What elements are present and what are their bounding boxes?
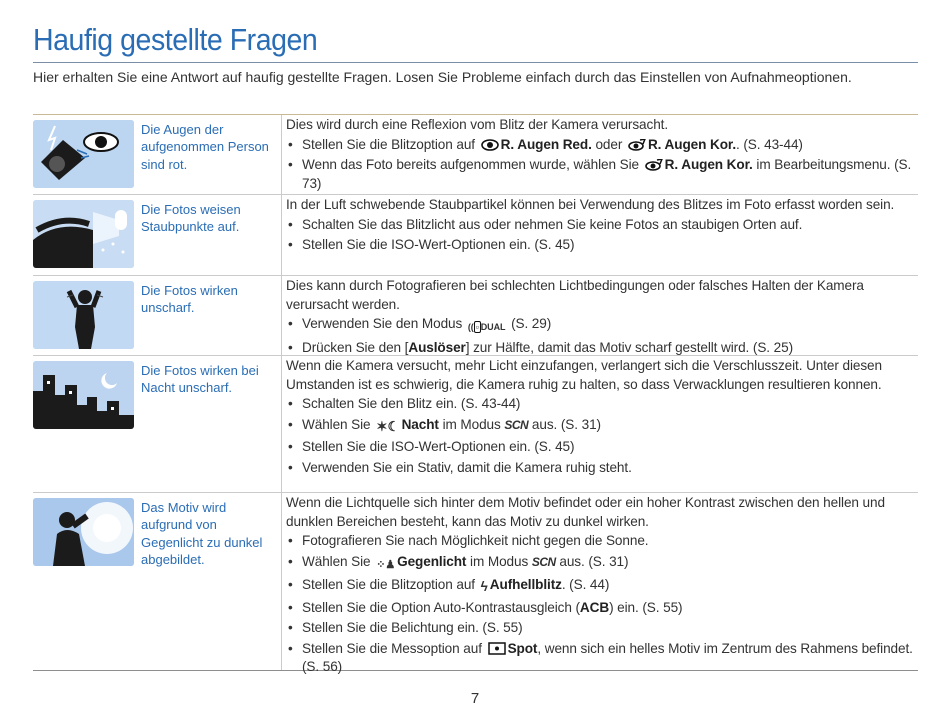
backlight-icon: ⁘♟ [376, 558, 396, 571]
answer-bullet: • Stellen Sie die Belichtung ein. (S. 55) [286, 619, 918, 638]
faq-row-backlight [33, 493, 918, 674]
answer-cell [281, 493, 918, 674]
answer-intro: Wenn die Kamera versucht, mehr Licht einzufangen, verlangert sich die Verschlusszeit. Unter diesen Umstanden ist es schwierig, die Kamera ruhig zu halten, so dass Verwacklungen resultieren konnen. [286, 358, 882, 392]
problem-text: Die Augen der aufgenommen Person sind rot. [141, 122, 269, 172]
red-eye-fix-icon [628, 139, 646, 151]
dust-spots-illustration [33, 200, 134, 268]
answer-intro: Dies wird durch eine Reflexion vom Blitz der Kamera verursacht. [286, 117, 669, 132]
page-subtitle: Hier erhalten Sie eine Antwort auf haufig gestellte Fragen. Losen Sie Probleme einfach durch das Einstellen von Aufnahmeoptionen. [33, 69, 852, 85]
page-number: 7 [470, 690, 480, 707]
night-icon: ✶☾ [376, 418, 400, 434]
answer-cell [281, 276, 918, 355]
faq-row-red-eye [33, 115, 918, 195]
answer-bullet: • Stellen Sie die Blitzoption auf ϟ Aufhellblitz. (S. 44) [286, 576, 918, 597]
answer-cell [281, 195, 918, 275]
answer-bullet: • Drücken Sie den [Auslöser] zur Hälfte, damit das Motiv scharf gestellt wird. (S. 25) [286, 339, 918, 358]
answer-bullet: • Wenn das Foto bereits aufgenommen wurde, wählen Sie R. Augen Kor. im Bearbeitungsmenu. (S. 73) [286, 156, 918, 193]
faq-row-dust [33, 195, 918, 276]
answer-bullet: • Schalten Sie das Blitzlicht aus oder nehmen Sie keine Fotos an staubigen Orten auf. [286, 216, 918, 235]
blurry-photo-illustration [33, 281, 134, 349]
answer-cell [281, 356, 918, 492]
night-scene-illustration [33, 361, 134, 429]
answer-bullet: • Schalten Sie den Blitz ein. (S. 43-44) [286, 395, 918, 414]
answer-bullet: • Stellen Sie die ISO-Wert-Optionen ein. (S. 45) [286, 438, 918, 457]
answer-intro: In der Luft schwebende Staubpartikel können bei Verwendung des Blitzes im Foto erfasst worden sein. [286, 197, 895, 212]
answer-intro: Dies kann durch Fotografieren bei schlechten Lichtbedingungen oder falsches Halten der Kamera verursacht werden. [286, 278, 864, 312]
dual-mode-label: DUAL [480, 322, 506, 332]
backlight-illustration [33, 498, 134, 566]
scn-mode-icon: SCN [531, 554, 556, 569]
red-eye-illustration [33, 120, 134, 188]
red-eye-fix-icon [645, 159, 663, 171]
answer-bullet: • Verwenden Sie ein Stativ, damit die Kamera ruhig steht. [286, 459, 918, 478]
problem-text: Die Fotos weisen Staubpunkte auf. [141, 202, 241, 235]
title-rule [33, 62, 918, 63]
spot-metering-icon [488, 642, 506, 655]
answer-bullet: • Stellen Sie die ISO-Wert-Optionen ein. (S. 45) [286, 236, 918, 255]
red-eye-icon [481, 139, 499, 151]
scn-mode-icon: SCN [504, 417, 529, 432]
answer-bullet: • Wählen Sie ✶☾ Nacht im Modus SCN aus. (S. 31) [286, 416, 918, 437]
answer-bullet: • Stellen Sie die Option Auto-Kontrastausgleich (ACB) ein. (S. 55) [286, 599, 918, 618]
answer-bullet: • Wählen Sie ⁘♟ Gegenlicht im Modus SCN aus. (S. 31) [286, 553, 918, 575]
fill-flash-icon: ϟ [480, 579, 488, 594]
problem-text: Die Fotos wirken bei Nacht unscharf. [141, 363, 259, 396]
faq-row-blurry [33, 276, 918, 356]
answer-intro: Wenn die Lichtquelle sich hinter dem Motiv befindet oder ein hoher Kontrast zwischen den hellen und dunklen Bereichen besteht, kann das Motiv zu dunkel wirken. [286, 495, 885, 529]
problem-text: Die Fotos wirken unscharf. [141, 283, 238, 316]
dual-is-icon: (( ▫ DUAL [467, 322, 506, 332]
problem-text: Das Motiv wird aufgrund von Gegenlicht zu dunkel abgebildet. [141, 500, 263, 567]
faq-row-night [33, 356, 918, 493]
page-title: Haufig gestellte Fragen [33, 22, 318, 57]
answer-cell [281, 115, 918, 194]
faq-table [33, 114, 918, 674]
answer-bullet: • Stellen Sie die Blitzoption auf R. Augen Red. oder R. Augen Kor.. (S. 43-44) [286, 136, 918, 155]
answer-bullet: • Stellen Sie die Messoption auf Spot, wenn sich ein helles Motiv im Zentrum des Rahmens befindet. (S. 56) [286, 640, 918, 677]
answer-bullet: • Fotografieren Sie nach Möglichkeit nicht gegen die Sonne. [286, 532, 918, 551]
answer-bullet: • Verwenden Sie den Modus (( ▫ DUAL (S. 29) [286, 315, 918, 337]
